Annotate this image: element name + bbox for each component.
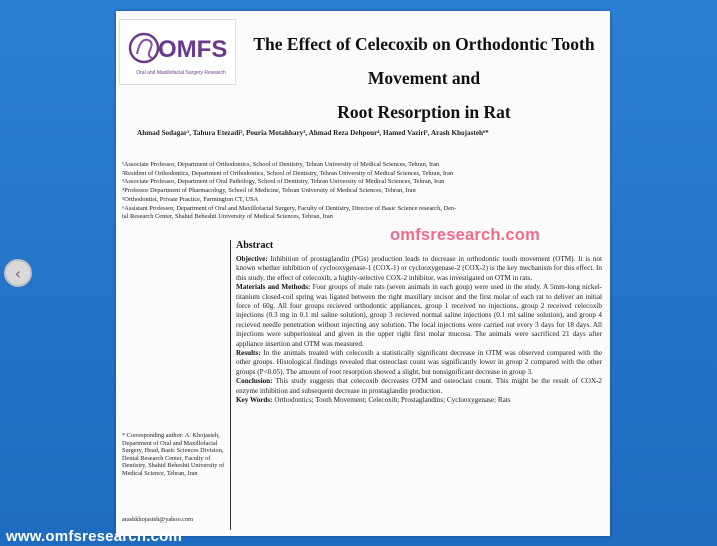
keywords-text: Orthodontics; Tooth Movement; Celecoxib; Prostaglandins; Cyclooxygenase; Rats: [272, 396, 511, 405]
objective-text: Inhibition of prostaglandin (PGs) production leads to decrease in orthodontic tooth movement (OTM). It is not known whether inhibition of cyclooxygenase-1 (COX-1) or cyclooxygenase-2 (COX-2) is the key mechanism for this effect. In this study, the effect of celecoxib, a highly-selective COX-2 inhibitor, was investigated on OTM in rats.: [236, 255, 602, 282]
affiliation-item: ⁵Orthodontist, Private Practice, Farmington CT, USA: [122, 195, 259, 203]
abstract-conclusion: [236, 377, 602, 396]
corresponding-email: arashkhojasteh@yahoo.com: [122, 516, 194, 523]
affiliation-item: ³Associate Professor, Department of Oral Pathology, School of Dentistry, Tehran University of Medical Sciences, Tehran, Iran: [122, 178, 445, 186]
affiliation-item: tal Research Center, Shahid Beheshti University of Medical Sciences, Tehran, Iran: [122, 213, 333, 221]
keywords-label: Key Words:: [236, 396, 273, 405]
previous-slide-button[interactable]: [4, 259, 32, 287]
logo-subtitle: Oral and Maxillofacial Surgery Research: [136, 70, 226, 76]
affiliation-item: ⁴Professor Department of Pharmacology, School of Medicine, Tehran University of Medical Sciences, Tehran, Iran: [122, 187, 416, 195]
watermark-text: omfsresearch.com: [390, 226, 540, 244]
affiliation-item: ⁶Assistant Professor, Department of Oral and Maxillofacial Surgery, Faculty of Dentistry, Director of Basic Science research, Den-: [122, 204, 457, 212]
paper-title: [120, 27, 610, 129]
affiliation-item: ¹Associate Professor, Department of Orthodontics, School of Dentistry, Tehran University of Medical Sciences, Tehran, Iran: [122, 161, 440, 168]
conclusion-text: This study suggests that celecoxib decreases OTM and osteoclast count. This might be the result of COX-2 enzyme inhibition and subsequent decrease in prostaglandin production.: [236, 377, 602, 395]
abstract-body: [236, 255, 602, 406]
abstract-methods: [236, 283, 602, 349]
footer-website-url: www.omfsresearch.com: [6, 528, 183, 545]
objective-label: Objective:: [236, 255, 268, 263]
abstract-heading: Abstract: [236, 240, 274, 251]
affiliation-item: ²Resident of Orthodontics, Department of Orthodontics, School of Dentistry, Tehran University of Medical Sciences, Tehran, Iran: [122, 169, 454, 177]
paper-page: [116, 11, 610, 536]
affiliation-list: [122, 161, 602, 222]
conclusion-label: Conclusion:: [236, 377, 273, 386]
corresponding-author: * Corresponding author: A. Khojasteh, Department of Oral and Maxillofacial Surgery, Head, Basic Sciences Division, Dental Research Center, Faculty of Dentistry, Shahid Beheshti University of Medical Science, Tehran, Iran: [122, 432, 225, 477]
logo-brand-text: OMFS: [158, 36, 228, 63]
results-label: Results:: [236, 349, 261, 358]
methods-label: Materials and Methods:: [236, 283, 311, 292]
abstract-divider: [230, 240, 231, 530]
author-list: Ahmad Sodagar¹, Tahura Etezadi², Pouria Motahhary³, Ahmad Reza Dehpour⁴, Hamed Vaziri⁵, Arash Khojasteh⁶*: [137, 129, 489, 137]
chevron-left-icon: ‹: [14, 263, 22, 283]
abstract-results: [236, 349, 602, 377]
paper-title-line-2: Root Resorption in Rat: [337, 102, 511, 122]
methods-text: Four groups of male rats (seven animals in each goup) were used in the study. A 5mm-long nickel-titanium closed-coil spring was ligated between the right maxillary incisor and the first molar of each rat to deliver an initial force of 60g. All four groups recieved orthodontic appliances, group 1 received no injections, group 2 received celecoxib injections (0.3 mg in 0.1 ml saline solution), group 3 recieved normal saline injections (0.1 ml saline solution), and group 4 recieved needle penetration without injecting any solution. The local injections were carried out every 3 days for 18 days. All injections were subperiosteal and given in the upper right first molar mucosa. The animals were sacrificed 21 days after appliance insertion and OTM was measured.: [236, 283, 603, 348]
paper-title-line-1: The Effect of Celecoxib on Orthodontic Tooth Movement and: [253, 34, 595, 88]
abstract-objective: [236, 255, 602, 283]
results-text: In the animals treated with celecoxib a statistically significant decrease in OTM was observed compared with the other groups. Histological findings revealed that osteoclast count was significantly lower in group 2 compared with the other groups (P<0.05). The amount of root resorption showed a slight, but nonsignificant decrease in group 3.: [236, 349, 602, 376]
abstract-keywords: [236, 396, 602, 405]
